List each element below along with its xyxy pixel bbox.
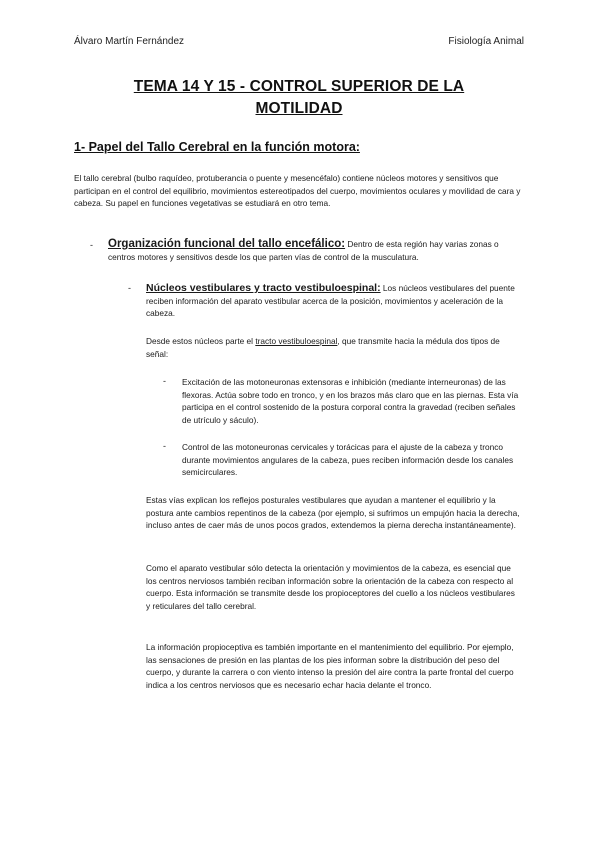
nuclei-text: Los núcleos vestibulares del puente reciben información del aparato vestibular acerca de la posición, movimientos y aceleración de la cabeza. (146, 283, 515, 319)
title-line-1: TEMA 14 Y 15 - CONTROL SUPERIOR DE LA (133, 78, 465, 95)
section-heading: 1- Papel del Tallo Cerebral en la función motora: (74, 140, 360, 154)
header-author: Álvaro Martín Fernández (74, 36, 185, 47)
bullet-marker: - (163, 376, 166, 386)
bullet-marker: - (128, 283, 131, 293)
bullet-marker: - (163, 441, 166, 451)
document-title (74, 76, 524, 120)
page-header (74, 36, 524, 47)
orientation-paragraph: Como el aparato vestibular sólo detecta la orientación y movimientos de la cabeza, es esencial que los centros nerviosos también reciban información sobre la orientación de la cabeza con respecto al cuerpo. Esta información se transmite desde los propioceptores del cuello a los núcleos vestibulares y reticulares del tallo cerebral. (146, 563, 515, 611)
intro-paragraph: El tallo cerebral (bulbo raquídeo, protuberancia o puente y mesencéfalo) contiene núcleos motores y sensitivos que participan en el control del equilibrio, movimientos estereotipados del cuerpo, movimientos oculares y movilidad de cara y cabeza. Su papel en funciones vegetativas se estudiará en otro tema. (74, 173, 521, 209)
header-subject: Fisiología Animal (448, 36, 524, 47)
nuclei-paragraph (146, 282, 526, 320)
tract-post: , que transmite hacia la médula dos tipos de señal: (146, 336, 500, 359)
tract-paragraph (146, 335, 521, 360)
bullet-marker: - (90, 240, 93, 250)
title-line-2: MOTILIDAD (255, 100, 343, 117)
sub-item-2: Control de las motoneuronas cervicales y torácicas para el ajuste de la cabeza y tronco durante movimientos angulares de la cabeza, pues reciben información desde los canales semicirculares. (182, 442, 514, 478)
tract-pre: Desde estos núcleos parte el (146, 336, 256, 346)
org-lead: Organización funcional del tallo encefálico: (108, 238, 346, 250)
tract-term: tracto vestibuloespinal (255, 336, 338, 346)
sub-item-1: Excitación de las motoneuronas extensoras e inhibición (mediante interneuronas) de las flexoras. Actúa sobre todo en tronco, y en los brazos más claro que en las piernas. Esta vía participa en el control sostenido de la postura corporal contra la gravedad (reciben señales de utrículo y sáculo). (182, 377, 519, 425)
org-paragraph (108, 238, 528, 263)
org-text: Dentro de esta región hay varias zonas o centros motores y sensitivos desde los que parten vías de control de la musculatura. (108, 239, 499, 262)
proprioception-paragraph: La información propioceptiva es también importante en el mantenimiento del equilibrio. Por ejemplo, las sensaciones de presión en las plantas de los pies informan sobre la distribución del peso del cuerpo, y durante la carrera o con viento intenso la presión del aire contra la parte frontal del cuerpo indica a los centros nerviosos que es necesario echar hacia delante el tronco. (146, 642, 514, 690)
nuclei-lead: Núcleos vestibulares y tracto vestibuloespinal: (146, 282, 381, 294)
reflex-paragraph: Estas vías explican los reflejos posturales vestibulares que ayudan a mantener el equilibrio y la postura ante cambios repentinos de la cabeza (por ejemplo, si sufrimos un empujón hacia la derecha, incluso antes de caer más de unos pocos grados, extendemos la pierna derecha instantáneamente). (146, 495, 520, 531)
